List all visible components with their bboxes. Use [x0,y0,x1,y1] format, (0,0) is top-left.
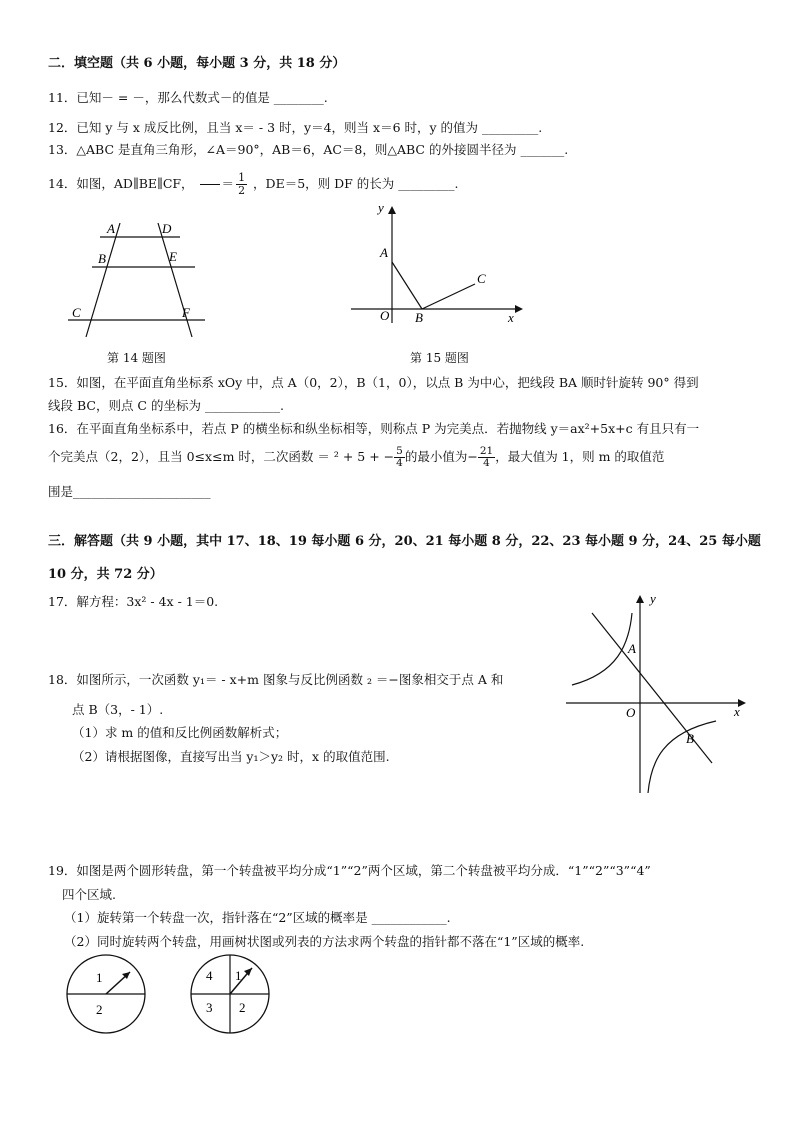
q14-post: ，DE＝5，则 DF 的长为 _________. [253,176,459,191]
q16-fraction-2 [478,446,495,469]
label-o: O [626,705,636,720]
q14-frac-num: 1 [238,171,246,184]
question-15-line1: 15．如图，在平面直角坐标系 xOy 中，点 A（0，2），B（1，0），以点 B 为中心，把线段 BA 顺时针旋转 90° 得到 [48,375,699,390]
q16-line2-c: ，最大值为 1，则 m 的取值范 [495,449,665,464]
x-axis-arrow [515,305,523,313]
spinner-1-label-1: 1 [96,970,103,985]
q16-frac1-den: 4 [396,457,403,469]
fig15-caption: 第 15 题图 [410,351,469,365]
q14-pre: 14．如图，AD∥BE∥CF， [48,176,194,191]
x-label: x [734,704,740,719]
q16-fraction-1 [394,446,405,469]
question-18-line1: 18．如图所示，一次函数 y₁＝ - x+m 图象与反比例函数 ₂ ＝−图象相交于点 A 和 [48,672,504,687]
q14-frac-blank [200,184,220,185]
question-18-part1: （1）求 m 的值和反比例函数解析式； [72,725,288,740]
section-2-title: 二．填空题（共 6 小题，每小题 3 分，共 18 分） [48,56,346,71]
y-axis-arrow [388,206,396,214]
spinner-2-pointer-head [244,968,252,976]
q11-text: 11．已知－ = －，那么代数式－的值是 ________. [48,90,328,105]
question-19-part1: （1）旋转第一个转盘一次，指针落在“2”区域的概率是 ____________. [64,910,451,925]
label-b: B [415,310,423,325]
question-13: 13．△ABC 是直角三角形，∠A＝90°，AB＝6，AC＝8，则△ABC 的外接圆半径为 _______. [48,142,569,157]
q14-frac-den: 2 [238,184,246,197]
question-16-line3: 围是______________________ [48,484,211,499]
section-3-title-line1: 三．解答题（共 9 小题，其中 17、18、19 每小题 6 分，20、21 每小题 8 分，22、23 每小题 9 分，24、25 每小题 [48,534,761,549]
question-18-line2: 点 B（3，- 1）. [72,702,164,717]
fig14-caption: 第 14 题图 [107,351,166,365]
q16-line2-b: 的最小值为− [404,449,478,464]
question-19-line2: 四个区域. [62,887,116,902]
hyperbola-branch-right [648,721,716,793]
question-18-part2: （2）请根据图像，直接写出当 y₁＞y₂ 时，x 的取值范围. [72,749,390,764]
segment-bc [422,284,475,309]
label-e: E [169,249,177,264]
spinner-1 [62,950,150,1038]
segment-ba [392,262,422,309]
label-d: D [162,221,172,236]
question-17: 17．解方程：3x² - 4x - 1＝0. [48,594,219,609]
label-b: B [98,251,106,266]
section-3-title-line2: 10 分，共 72 分） [48,567,163,582]
hyperbola-branch-left [572,613,632,685]
label-c: C [477,271,486,286]
question-12: 12．已知 y 与 x 成反比例，且当 x＝ - 3 时，y＝4，则当 x＝6 时，y 的值为 _________. [48,120,543,135]
spinner-1-label-2: 2 [96,1002,103,1017]
q16-frac2-num: 21 [479,445,494,457]
question-11 [48,88,328,106]
q16-frac2-den: 4 [483,457,490,469]
question-15-line2: 线段 BC，则点 C 的坐标为 ____________. [48,398,284,413]
label-c: C [72,305,81,320]
y-axis-arrow [636,595,644,603]
label-b: B [686,731,694,746]
y-label: y [378,200,384,215]
q14-fraction [236,172,247,197]
spinner-2 [186,950,274,1038]
spinner-2-label-4: 4 [206,968,213,983]
question-19-part2: （2）同时旋转两个转盘，用画树状图或列表的方法求两个转盘的指针都不落在“1”区域的概率. [64,934,585,949]
label-f: F [182,305,190,320]
y-label: y [650,591,656,606]
x-label: x [508,310,514,325]
figure-18 [562,585,757,800]
line-y1 [592,613,712,763]
spinner-2-label-2: 2 [239,1000,246,1015]
figure-15 [345,198,530,330]
question-14: 14．如图，AD∥BE∥CF， ＝ $\frac{1}{2}$ ，DE＝5，则 DF 的长为 _________. [48,171,459,197]
spinner-2-label-1: 1 [235,968,242,983]
label-a: A [628,641,636,656]
q16-line2-a: 个完美点（2，2），且当 0≤x≤m 时，二次函数 ＝ ² + 5 + − [48,449,395,464]
question-16-line2 [48,446,664,469]
spinner-2-label-3: 3 [206,1000,213,1015]
question-19-line1: 19．如图是两个圆形转盘，第一个转盘被平均分成“1”“2”两个区域，第二个转盘被平均分成．“1”“2”“3”“4” [48,863,651,878]
figure-14 [60,215,220,345]
label-o: O [380,308,390,323]
question-16-line1: 16．在平面直角坐标系中，若点 P 的横坐标和纵坐标相等，则称点 P 为完美点．若抛物线 y＝ax²+5x+c 有且只有一 [48,421,700,436]
q16-frac1-num: 5 [396,445,403,457]
label-a: A [107,221,115,236]
label-a: A [380,245,388,260]
